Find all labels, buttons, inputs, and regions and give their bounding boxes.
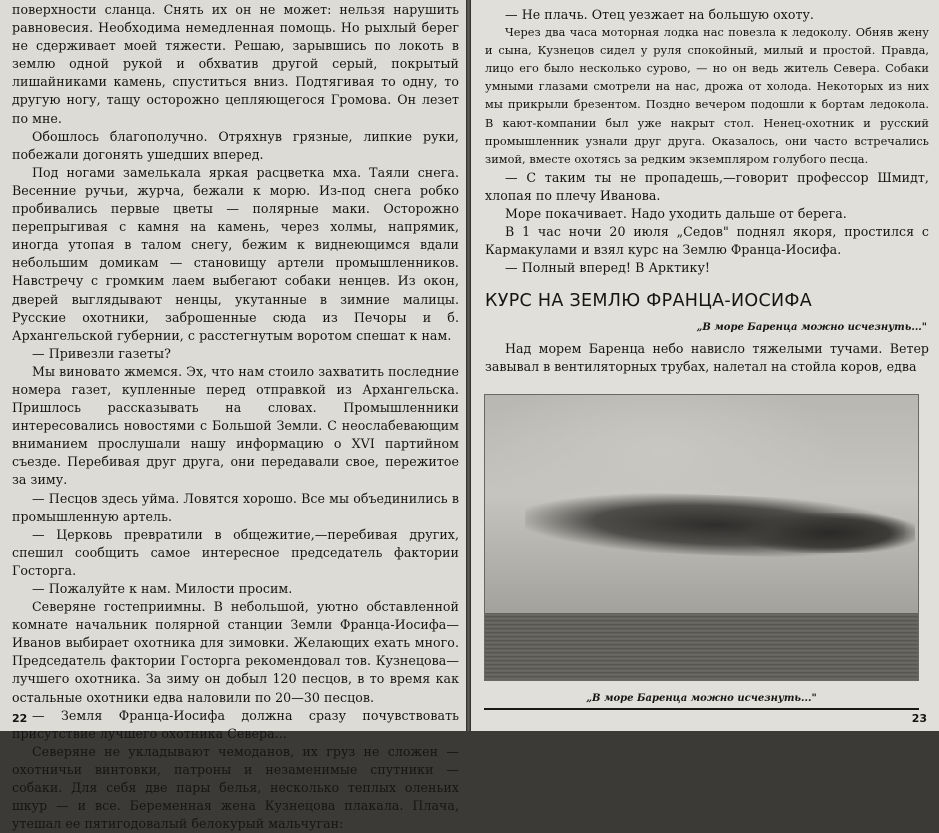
paragraph: Северяне не укладывают чемоданов, их груз не сложен — охотничьи винтовки, патроны и незаменимые спутники — собаки. Для себя две пары белья, несколько теплых оленьих шкур — и все. Беременная жена Кузнецова плакала. Плача, утешал ее пятигодовалый белокурый мальчуган: — [12, 743, 459, 832]
paragraph: — Не плачь. Отец уезжает на большую охоту. — [505, 7, 814, 22]
right-page-text-top — [485, 6, 929, 277]
paragraph: Под ногами замелькала яркая расцветка мха. Таяли снега. Весенние ручьи, журча, бежали к морю. Из-под снега робко пробивались первые цветы — полярные маки. Осторожно перепрыгивая с камня на камень, через холмы, напрямик, иногда утопая в талом снегу, бежим к виднеющимся вдали небольшим домикам — становищу артели промышленников. Навстречу с громким лаем выбегают собаки ненцев. Из окон, дверей выглядывают ненцы, укутанные в зимние малицы. Русские охотники, заброшенные сюда из Печоры и б. Архангельской губернии, с расстегнутым воротом спешат к нам. — [12, 164, 459, 343]
left-page-text — [12, 1, 459, 833]
paragraph: — Церковь превратили в общежитие,—перебивая других, спешил сообщить самое интересное председатель фактории Госторга. — [12, 526, 459, 578]
page-number-left: 22 — [12, 712, 28, 725]
paragraph: Через два часа моторная лодка нас повезла к ледоколу. Обняв жену и сына, Кузнецов сидел у руля спокойный, милый и простой. Правда, лицо его было несколько сурово, — но он ведь житель Севера. Собаки умными глазами смотрели на нас, дрожа от холода. Некоторых из них мы прикрыли брезентом. Поздно вечером подошли к бортам ледокола. В кают-компании был уже накрыт стол. Ненец-охотник и русский промышленник узнали друг друга. Оказалось, они часто встречались зимой, вместе охотясь за редким экземпляром голубого песца. — [485, 26, 929, 166]
left-page — [0, 0, 466, 832]
paragraph: Море покачивает. Надо уходить дальше от берега. — [505, 206, 847, 222]
caption-rule — [484, 708, 919, 710]
barents-sea-photo — [484, 394, 919, 681]
paragraph: Северяне гостеприимны. В небольшой, уютно обставленной комнате начальник полярной станции Земли Франца-Иосифа—Иванов выбирает охотника для зимовки. Желающих ехать много. Председатель фактории Госторга рекомендовал тов. Кузнецова—лучшего охотника. За зиму он добыл 120 песцов, в то время как остальные охотники едва наловили по 20—30 песцов. — [12, 599, 459, 705]
chapter-heading: КУРС НА ЗЕМЛЮ ФРАНЦА-ИОСИФА — [485, 291, 813, 311]
paragraph: поверхности сланца. Снять их он не может: нельзя нарушить равновесия. Необходима немедленная помощь. Но рыхлый берег не сдерживает моей тяжести. Решаю, зарывшись по локоть в землю одной рукой и обхватив другой серый, покрытый лишайниками камень, спуститься вниз. Подтягивая то одну, то другую ногу, тащу осторожно цепляющегося Громова. Он лезет по мне. — [12, 2, 459, 126]
paragraph: Мы виновато жмемся. Эх, что нам стоило захватить последние номера газет, купленные перед отправкой из Архангельска. Пришлось рассказывать на словах. Промышленники интересовались новостями с Большой Земли. С неослабевающим вниманием прослушали нашу информацию о XVI партийном съезде. Перебивая друг друга, они передавали свое, пережитое за зиму. — [12, 363, 459, 488]
photo-caption: „В море Баренца можно исчезнуть..." — [586, 693, 817, 704]
paragraph: — Привезли газеты? — [32, 345, 171, 361]
paragraph: Над морем Баренца небо нависло тяжелыми тучами. Ветер завывал в вентиляторных трубах, налетал на стойла коров, едва — [485, 341, 929, 375]
paragraph: — Пожалуйте к нам. Милости просим. — [32, 581, 293, 596]
paragraph: — Песцов здесь уйма. Ловятся хорошо. Все мы объединились в промышленную артель. — [12, 490, 459, 524]
paragraph: — Полный вперед! В Арктику! — [505, 260, 711, 276]
paragraph: — Земля Франца-Иосифа должна сразу почувствовать присутствие лучшего охотника Севера... — [12, 707, 459, 741]
right-page-text-bottom — [485, 340, 929, 376]
paragraph: — С таким ты не пропадешь,—говорит профессор Шмидт, хлопая по плечу Иванова. — [485, 169, 929, 203]
paragraph: В 1 час ночи 20 июля „Седов" поднял якоря, простился с Кармакулами и взял курс на Землю Франца-Иосифа. — [485, 224, 929, 258]
epigraph: „В море Баренца можно исчезнуть..." — [696, 322, 927, 333]
storm-cloud — [745, 513, 915, 553]
page-number-right: 23 — [911, 712, 927, 725]
paragraph: Обошлось благополучно. Отряхнув грязные, липкие руки, побежали догонять ушедших вперед. — [12, 128, 459, 162]
sea-surface — [485, 613, 918, 681]
